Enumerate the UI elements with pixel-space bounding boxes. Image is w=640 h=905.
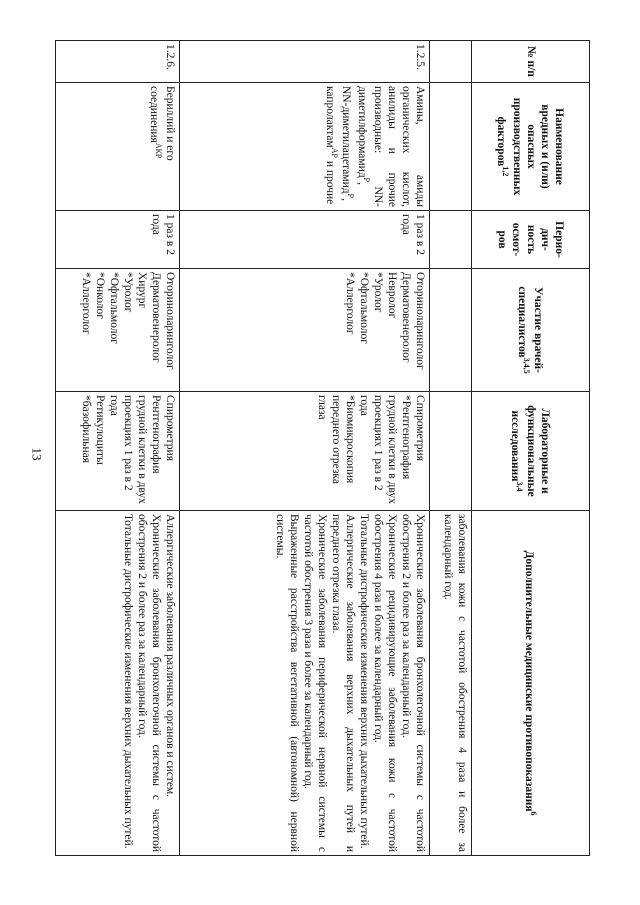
cell-labs: Спирометрия *Рентгенография грудной клетки в двух проекциях 1 раз в 2 года *Биомикроскопия переднего отрезка глаза xyxy=(180,392,430,511)
header-row xyxy=(472,41,590,856)
cell-doctors xyxy=(430,269,472,392)
cell-period: 1 раз в 2 года xyxy=(180,211,430,269)
rotated-table-sheet xyxy=(55,40,590,855)
header-name: Наименование вредных и (или) опасных производственных факторов$^{1,2}$ xyxy=(472,83,590,211)
cell-contra: Аллергические заболевания различных органов и систем. Хронические заболевания бронхолегочной системы с частотой обострения 2 и более раз за календарный год. Тотальные дистрофические изменения верхних дыхательных путей. xyxy=(56,511,180,856)
cell-doctors: Оториноларинголог Дерматовенеролог Хирург *Уролог *Офтальмолог *Онколог *Аллерголог xyxy=(56,269,180,392)
cell-name: Бериллий и его соединения$^{АКР}$ xyxy=(56,83,180,211)
cell-contra: заболевания кожи с частотой обострения 4 раза и более за календарный год. xyxy=(430,511,472,856)
header-num: № п/п xyxy=(472,41,590,83)
cell-period: 1 раз в 2 года xyxy=(56,211,180,269)
cell-num xyxy=(430,41,472,83)
cell-doctors: Оториноларинголог Дерматовенеролог Невролог *Уролог *Офтальмолог *Аллерголог xyxy=(180,269,430,392)
cell-labs xyxy=(430,392,472,511)
page-number: 13 xyxy=(29,447,45,461)
header-contra: Дополнительные медицинские противопоказания$^6$ xyxy=(472,511,590,856)
header-period: Перио-дич-ность осмот-ров xyxy=(472,211,590,269)
cell-name xyxy=(430,83,472,211)
header-doctors: Участие врачей-специалистов$^{3,4,5}$ xyxy=(472,269,590,392)
cell-period xyxy=(430,211,472,269)
header-labs: Лабораторные и функциональные исследования$^{3,4}$ xyxy=(472,392,590,511)
cell-num: 1.2.5. xyxy=(180,41,430,83)
cell-contra: Хронические заболевания бронхолегочной системы с частотой обострения 2 и более раз за календарный год. Хронические рецидивирующие заболевания кожи с частотой обострения 4 раза и более за календарный год. Тотальные дистрофические изменения верхних дыхательных путей. Аллергические заболевания верхних дыхательных путей и переднего отрезка глаза. Хронические заболевания периферической нервной системы с частотой обострения 3 раза и более за календарный год. Выраженные расстройства вегетативной (автономной) нервной системы. xyxy=(180,511,430,856)
table-row xyxy=(56,41,180,856)
cell-name: Амины, амиды органических кислот, анилиды и прочие производные: NN-диметилформамид$^Р$, NN-диметилацетамид$^Р$, капролактам$^{АР}$ и прочие xyxy=(180,83,430,211)
cell-num: 1.2.6. xyxy=(56,41,180,83)
table-row xyxy=(430,41,472,856)
table-row xyxy=(180,41,430,856)
hazard-table xyxy=(55,40,590,856)
cell-labs: Спирометрия Рентгенография грудной клетки в двух проекциях 1 раз в 2 года Ретикулоциты *базофильная xyxy=(56,392,180,511)
